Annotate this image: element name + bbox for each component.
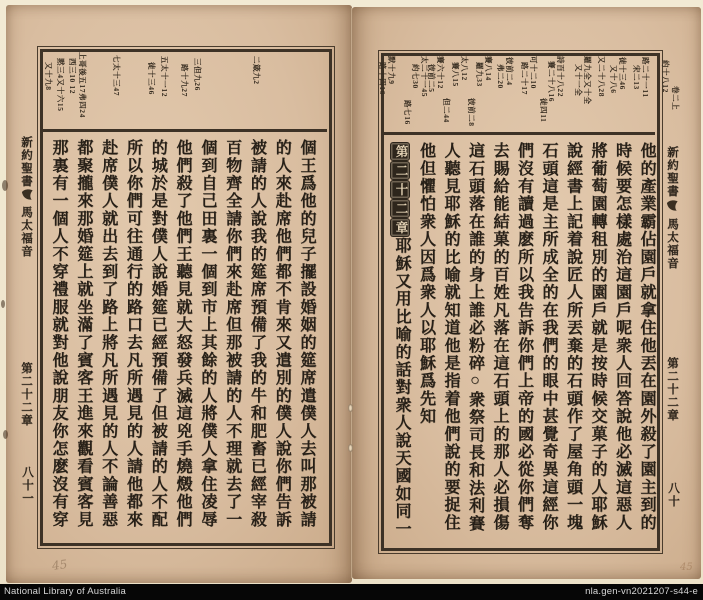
right-headnote-rule <box>384 132 655 135</box>
right-running-gospel-title: 馬太福音 <box>666 218 678 270</box>
text-column: 個王爲他的兒子擺設婚姻的筵席遣僕人去叫那被請 <box>298 139 315 529</box>
headnote-reference: 詩百十八22 <box>556 56 565 98</box>
chapter-heading-block: 十 <box>391 181 409 198</box>
text-column: 個到自己田裏一個到市上其餘的人將僕人拿住凌辱 <box>198 139 216 529</box>
headnote-reference: 五太十一12 <box>160 56 169 98</box>
right-page-number: 八十 <box>667 482 679 508</box>
headnote-reference: 太二十一45 <box>420 56 429 98</box>
left-headnote-rule <box>43 129 327 132</box>
right-main-text <box>388 142 658 542</box>
headnote-reference: 又二十八28 <box>597 56 606 98</box>
headnote-reference: 卷二上 <box>671 86 680 111</box>
left-running-chapter-label: 第二十二章 <box>20 362 32 427</box>
paper-edge-tear <box>3 430 8 439</box>
headnote-reference: 太八12 <box>460 56 469 81</box>
text-column: 那裏有一個人不穿禮服就對他說朋友你怎麽沒有穿 <box>50 139 68 529</box>
headnote-reference: 二箴九2 <box>252 56 261 85</box>
headnote-reference: 黙三4又十六15 <box>56 58 65 112</box>
headnote-reference: 路二十一11 <box>641 57 650 98</box>
binding-stitch <box>348 404 353 412</box>
headnote-reference: 路十四16 <box>378 62 387 95</box>
chapter-heading-block: 章 <box>391 219 409 236</box>
text-column: 百物齊全請你們來赴席但那被請的人不理就去了一 <box>223 139 241 529</box>
spine-crease <box>350 8 353 578</box>
text-column: 被請的人說我的筵席預備了我的牛和肥畜已經宰殺 <box>248 139 266 529</box>
printer-ornament-icon <box>666 199 679 212</box>
text-column: 的人來赴席他們都不肯來又遣別的僕人說你們告訴 <box>273 139 291 529</box>
headnote-reference: 賽六十12 <box>436 56 445 89</box>
text-column: 都聚攏來那婚筵上就坐滿了賓客王進來觀看賓客見 <box>74 139 92 529</box>
headnote-reference: 弗二20 <box>496 64 505 89</box>
headnote-reference: 路十九27 <box>180 64 189 97</box>
right-running-chapter-label: 第二十二章 <box>666 357 678 422</box>
library-name-label: National Library of Australia <box>4 586 126 597</box>
headnote-reference: 上哥後五17弗四24 <box>78 52 87 118</box>
headnote-reference: 約七30 <box>411 64 420 89</box>
headnote-reference: 約十八12 <box>661 60 670 93</box>
text-column: 他們殺了他們王聽見就大怒發兵滅這兇手燒燬他們 <box>174 139 192 529</box>
left-main-text <box>45 139 318 537</box>
headnote-reference: 路七16 <box>403 100 412 125</box>
pencil-folio-mark: 45 <box>680 562 693 573</box>
headnote-reference: 彼前二4 <box>505 57 514 86</box>
pencil-folio-mark: 45 <box>51 557 69 573</box>
text-column: 說經書上記着說匠人所丟棄的石頭作了屋角頭一塊 <box>564 142 582 532</box>
text-column: 時候要怎樣處治這園戶呢衆人回答說他必滅這惡人 <box>613 142 631 532</box>
column-text: 耶穌又用比喻的話對衆人說天國如同一 <box>393 237 410 538</box>
headnote-reference: 又十九8 <box>44 62 53 91</box>
text-column: 人聽見耶穌的比喻就知道他是指着他們說的要捉住 <box>442 142 459 532</box>
headnote-reference: 羅九全又十全 <box>583 56 592 105</box>
text-column: 將葡萄園轉租別的園戶就是按時候交菓子的人耶穌 <box>589 142 606 532</box>
binding-stitch <box>348 444 353 452</box>
headnote-reference: 又十八6 <box>609 65 618 94</box>
left-page-number: 八十一 <box>21 466 33 505</box>
headnote-reference: 又十一全 <box>574 64 583 97</box>
image-identifier-label: nla.gen-vn2021207-s44-e <box>585 586 698 597</box>
left-running-book-title: 新約聖書 <box>20 136 32 188</box>
headnote-reference: 宋二13 <box>632 65 641 90</box>
headnote-reference: 徒十三46 <box>147 62 156 95</box>
text-column: 他的產業霸佔園戶就拿住他丟在園外殺了園主到的 <box>638 142 655 532</box>
headnote-reference: 徒四11 <box>539 98 548 123</box>
headnote-reference: 羅九33 <box>475 62 484 87</box>
chapter-heading-block: 第 <box>391 143 409 160</box>
text-column: 赴席僕人就出去到了路上將凡所遇見的人不論善惡 <box>99 139 117 529</box>
text-column: 所以你們可往通行的路口去凡所遇見的人請他都來 <box>124 139 142 529</box>
headnote-reference: 賽八14 <box>484 56 493 81</box>
headnote-reference: 但二44 <box>442 98 451 123</box>
paper-edge-tear <box>2 180 8 191</box>
headnote-reference: 七太十三47 <box>112 55 121 97</box>
text-column: 石頭這是主所成全的在我們的眼中甚覺奇異這經你 <box>540 142 557 532</box>
library-caption-bar <box>0 584 703 600</box>
left-running-gospel-title: 馬太福音 <box>20 206 32 258</box>
headnote-reference: 賽二十八16 <box>547 61 556 103</box>
headnote-reference: 彼前二5 <box>427 64 436 93</box>
text-column: 去賜給能結菓的百姓凡落在這石頭上的那人必損傷 <box>491 142 508 532</box>
headnote-reference: 彼前二8 <box>467 98 476 127</box>
headnote-reference: 徒十三46 <box>618 57 627 90</box>
headnote-reference: 西三10 12 <box>68 58 77 95</box>
headnote-reference: 三但九26 <box>193 58 202 91</box>
chapter-heading-block: 二 <box>391 200 409 217</box>
chapter-heading-block: 二 <box>391 162 409 179</box>
right-running-book-title: 新約聖書 <box>666 146 678 198</box>
text-column: 的城於是對僕人說婚筵已經預備了但被請的人不配 <box>149 139 167 529</box>
headnote-reference: 可十二10 <box>529 56 538 89</box>
headnote-reference: 默十九9 <box>387 56 396 85</box>
text-column: 們沒有讀過麽所以我告訴你們上帝的國必從你們奪 <box>515 142 533 532</box>
headnote-reference: 路二十17 <box>520 62 529 95</box>
text-column: 這石頭落在誰的身上誰必粉碎○衆祭司長和法利賽 <box>466 142 484 533</box>
text-column: 他但懼怕衆人因爲衆人以耶穌爲先知 <box>417 142 435 426</box>
paper-edge-tear <box>1 300 5 308</box>
headnote-reference: 賽八15 <box>451 62 460 87</box>
printer-ornament-icon <box>21 188 34 201</box>
text-column <box>389 142 414 542</box>
